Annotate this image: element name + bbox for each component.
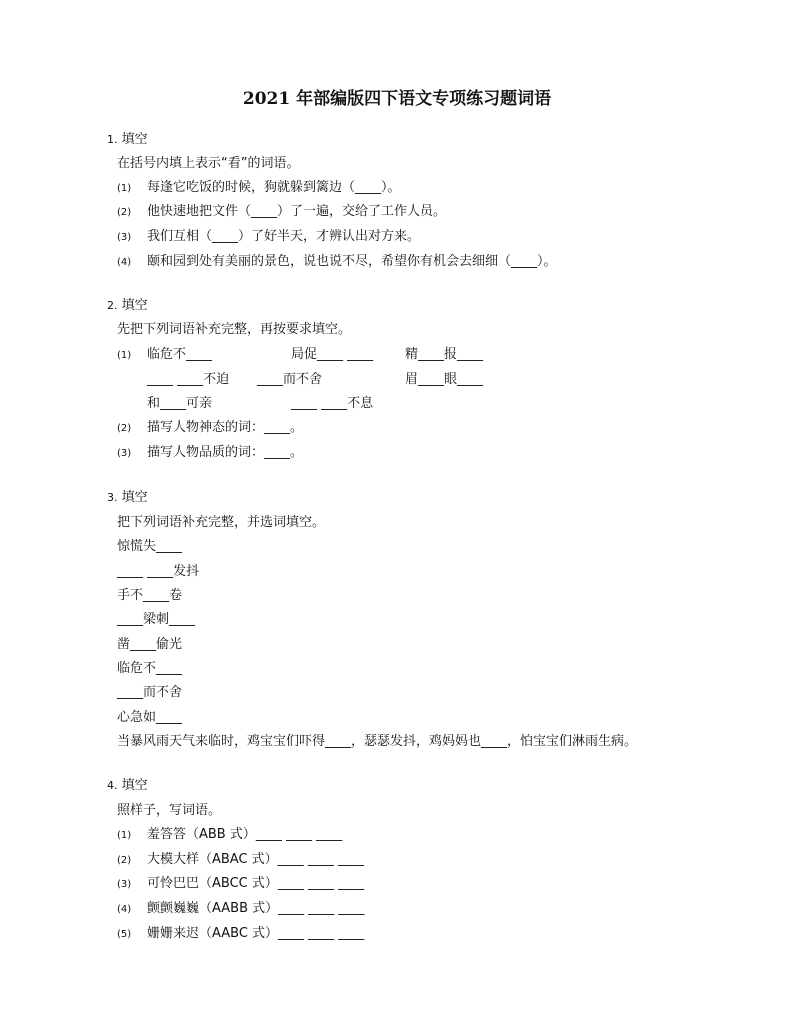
question-number: 3. xyxy=(107,491,118,504)
q1-item-3: (3) 我们互相（____）了好半天，才辨认出对方来。 xyxy=(117,229,421,244)
q1-item-4: (4) 颐和园到处有美丽的景色，说也说不尽，希望你有机会去细细（____）。 xyxy=(117,254,557,269)
q3-word: ____而不舍 xyxy=(117,685,183,700)
q2-grid-cell: ____ ____不迫 xyxy=(147,372,230,387)
q2-grid-cell: 局促____ ____ xyxy=(291,347,374,362)
question-number: 4. xyxy=(107,779,118,792)
q2-sub1-label: (1) xyxy=(117,350,132,361)
q4-item-3: (3) 可怜巴巴（ABCC 式）____ ____ ____ xyxy=(117,876,365,891)
q3-word: 手不____卷 xyxy=(117,588,183,603)
question-3-instruction: 把下列词语补充完整，并选词填空。 xyxy=(117,515,326,530)
question-1-instruction: 在括号内填上表示“看”的词语。 xyxy=(117,156,300,171)
q3-word: ____ ____发抖 xyxy=(117,564,200,579)
question-2-header xyxy=(107,298,148,314)
document-title: 2021 年部编版四下语文专项练习题词语 xyxy=(242,89,552,109)
q4-item-1: (1) 羞答答（ABB 式）____ ____ ____ xyxy=(117,827,343,842)
q2-grid-cell: 眉____眼____ xyxy=(405,372,484,387)
q2-grid-cell: ____而不舍 xyxy=(257,372,323,387)
question-number: 2. xyxy=(107,299,118,312)
q3-word: ____梁刺____ xyxy=(117,612,196,627)
question-type: 填空 xyxy=(121,132,148,147)
q4-item-4: (4) 颤颤巍巍（AABB 式）____ ____ ____ xyxy=(117,901,365,916)
q4-item-5: (5) 姗姗来迟（AABC 式）____ ____ ____ xyxy=(117,926,365,941)
question-2-instruction: 先把下列词语补充完整，再按要求填空。 xyxy=(117,322,352,337)
question-number: 1. xyxy=(107,133,118,146)
question-4-instruction: 照样子，写词语。 xyxy=(117,803,222,818)
q3-sentence: 当暴风雨天气来临时，鸡宝宝们吓得____，瑟瑟发抖，鸡妈妈也____，怕宝宝们淋雨生病。 xyxy=(117,734,638,749)
q2-grid-cell: ____ ____不息 xyxy=(291,396,374,411)
q3-word: 惊慌失____ xyxy=(117,539,183,554)
q1-item-2: (2) 他快速地把文件（____）了一遍，交给了工作人员。 xyxy=(117,204,447,219)
question-1-header xyxy=(107,132,148,148)
q3-word: 临危不____ xyxy=(117,661,183,676)
q1-item-1: (1) 每逢它吃饭的时候，狗就躲到篱边（____）。 xyxy=(117,180,401,195)
q3-word: 心急如____ xyxy=(117,710,183,725)
q2-grid-cell: 精____报____ xyxy=(405,347,484,362)
question-4-header xyxy=(107,778,148,794)
q2-item-3: (3) 描写人物品质的词：____。 xyxy=(117,445,304,460)
q2-item-2: (2) 描写人物神态的词：____。 xyxy=(117,420,304,435)
q2-grid-cell: 和____可亲 xyxy=(147,396,213,411)
question-3-header xyxy=(107,490,148,506)
question-type: 填空 xyxy=(121,778,148,793)
q2-grid-cell: 临危不____ xyxy=(147,347,213,362)
q4-item-2: (2) 大模大样（ABAC 式）____ ____ ____ xyxy=(117,852,364,867)
question-type: 填空 xyxy=(121,490,148,505)
q3-word: 凿____偷光 xyxy=(117,637,183,652)
question-type: 填空 xyxy=(121,298,148,313)
